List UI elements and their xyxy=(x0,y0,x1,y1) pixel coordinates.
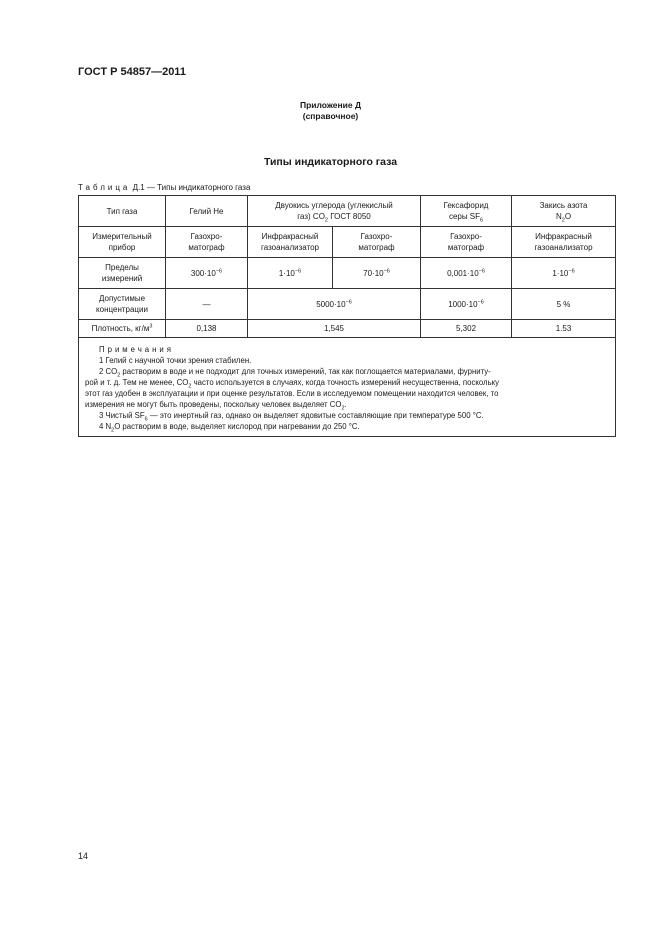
note-2-cont: рой и т. д. Тем не менее, $CO_2$ часто используется в случаях, когда точность измерений несущественна, поскольку xyxy=(85,378,500,390)
cell-limits-co2-ir: $1\cdot 10^{-6}$ xyxy=(248,258,333,289)
note-1: 1 Гелий с научной точки зрения стабилен. xyxy=(99,356,252,365)
appendix-label: Приложение Д xyxy=(299,100,362,110)
row-label-density: Плотность, $кг/м^3$ xyxy=(79,320,166,338)
table-row-limits xyxy=(79,258,616,289)
note-3: 3 Чистый $SF_6$ — это инертный газ, однако он выделяет ядовитые составляющие при температуре 500 °С. xyxy=(99,411,484,423)
section-title: Типы индикаторного газа xyxy=(263,156,398,168)
table-row-instrument xyxy=(79,227,616,258)
cell-instrument-sf6: Газохро- матограф xyxy=(421,227,512,258)
row-label-concentration: Допустимые концентрации xyxy=(79,289,166,320)
document-header: ГОСТ Р 54857—2011 xyxy=(78,66,186,78)
header-gas-type: Тип газа xyxy=(79,196,166,227)
cell-conc-co2: $5000\cdot 10^{-6}$ xyxy=(248,289,421,320)
appendix-type: (справочное) xyxy=(302,111,359,121)
cell-density-co2: 1,545 xyxy=(248,320,421,338)
note-2-cont: измерения не могут быть проведены, поскольку человек выделяет $CO_2$. xyxy=(85,400,347,412)
notes-title: Примечания xyxy=(99,345,175,354)
table-caption-prefix: Таблица xyxy=(78,183,131,192)
table-row-density xyxy=(79,320,616,338)
table-caption xyxy=(78,183,250,192)
cell-limits-sf6: $0,001\cdot 10^{-6}$ xyxy=(421,258,512,289)
cell-limits-co2-gc: $70\cdot 10^{-6}$ xyxy=(333,258,421,289)
note-2-cont: этот газ удобен в эксплуатации и при оценке результатов. Если в исследуемом помещении находится человек, то xyxy=(85,389,499,398)
cell-density-helium: 0,138 xyxy=(166,320,248,338)
header-sf6: Гексафорид серы $SF_6$ xyxy=(421,196,512,227)
header-n2o: Закись азота $N_2O$ xyxy=(512,196,616,227)
gas-types-table xyxy=(78,195,616,437)
appendix-heading xyxy=(0,100,661,122)
table-notes xyxy=(79,338,616,437)
table-notes-row xyxy=(79,338,616,437)
note-2: 2 $CO_2$ растворим в воде и не подходит для точных измерений, так как поглощается материалами, фурниту- xyxy=(99,367,491,379)
cell-density-n2o: 1.53 xyxy=(512,320,616,338)
cell-instrument-co2-gc: Газохро- матограф xyxy=(333,227,421,258)
cell-instrument-n2o: Инфракрасный газоанализатор xyxy=(512,227,616,258)
note-4: 4 $N_2O$ растворим в воде, выделяет кислород при нагревании до 250 °С. xyxy=(99,422,360,434)
cell-limits-n2o: $1\cdot 10^{-6}$ xyxy=(512,258,616,289)
cell-conc-n2o: 5 % xyxy=(512,289,616,320)
header-helium: Гелий Не xyxy=(166,196,248,227)
page-number: 14 xyxy=(78,851,89,861)
table-header-row xyxy=(79,196,616,227)
cell-instrument-co2-ir: Инфракрасный газоанализатор xyxy=(248,227,333,258)
cell-instrument-helium: Газохро- матограф xyxy=(166,227,248,258)
table-caption-text: Д.1 — Типы индикаторного газа xyxy=(132,183,251,192)
cell-density-sf6: 5,302 xyxy=(421,320,512,338)
row-label-limits: Пределы измерений xyxy=(79,258,166,289)
cell-limits-helium: $300\cdot 10^{-6}$ xyxy=(166,258,248,289)
header-co2: Двуокись углерода (углекислый газ) $CO_2$ ГОСТ 8050 xyxy=(248,196,421,227)
row-label-instrument: Измерительный прибор xyxy=(79,227,166,258)
cell-conc-sf6: $1000\cdot 10^{-6}$ xyxy=(421,289,512,320)
cell-conc-helium: — xyxy=(166,289,248,320)
table-row-concentration xyxy=(79,289,616,320)
